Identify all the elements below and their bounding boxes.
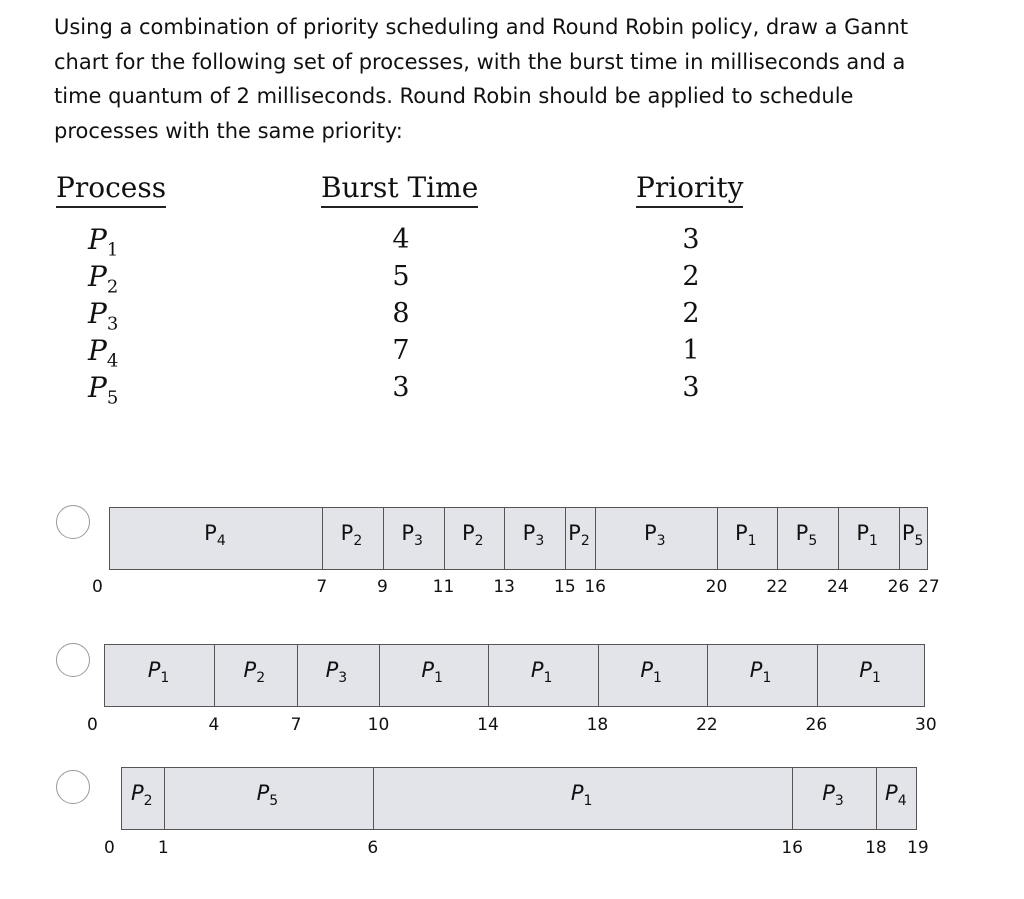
- gantt-tick-label: 0: [92, 577, 103, 597]
- process-cell: $P_4$: [88, 334, 119, 372]
- gantt-tick-label: 16: [781, 838, 803, 858]
- gantt-divider: [817, 645, 818, 706]
- process-cell: $P_5$: [88, 371, 119, 409]
- gantt-tick-label: 0: [104, 838, 115, 858]
- gantt-segment-label: $P_1$: [749, 658, 772, 687]
- gantt-divider: [899, 508, 900, 569]
- priority-cell: 2: [682, 298, 700, 329]
- header-process: Process: [56, 170, 166, 208]
- gantt-tick-label: 14: [477, 715, 499, 735]
- gantt-divider: [838, 508, 839, 569]
- gantt-divider: [488, 645, 489, 706]
- gantt-tick-label: 13: [493, 577, 515, 597]
- priority-cell: 1: [682, 335, 700, 366]
- gantt-segment-label: $P_5$: [795, 521, 818, 550]
- gantt-segment-label: $P_1$: [859, 658, 881, 687]
- gantt-tick-label: 18: [865, 838, 887, 858]
- gantt-tick-label: 7: [316, 577, 328, 597]
- gantt-segment-label: $P_2$: [243, 658, 266, 687]
- header-priority: Priority: [636, 170, 743, 208]
- gantt-segment-label: $P_5$: [256, 781, 279, 810]
- gantt-tick-label: 4: [208, 715, 220, 735]
- gantt-segment-label: $P_1$: [856, 521, 878, 550]
- gantt-segment-label: $P_3$: [522, 521, 545, 550]
- priority-cell: 3: [682, 372, 700, 403]
- process-cell: $P_1$: [88, 223, 119, 261]
- gantt-tick-label: 22: [696, 715, 718, 735]
- gantt-tick-label: 10: [367, 715, 390, 735]
- burst-cell: 7: [392, 335, 410, 366]
- gantt-segment-label: $P_2$: [462, 521, 484, 550]
- gantt-segment-label: $P_5$: [901, 521, 924, 550]
- gantt-segment-label: $P_3$: [401, 521, 423, 550]
- gantt-divider: [777, 508, 778, 569]
- gantt-divider: [707, 645, 708, 706]
- gantt-divider: [876, 768, 877, 829]
- gantt-tick-label: 15: [554, 577, 576, 597]
- gantt-segment-label: $P_1$: [640, 658, 662, 687]
- gantt-tick-label: 26: [805, 715, 828, 735]
- gantt-divider: [164, 768, 165, 829]
- gantt-bar: [121, 767, 917, 830]
- gantt-segment-label: $P_2$: [340, 521, 363, 550]
- gantt-tick-label: 1: [157, 838, 169, 858]
- gantt-tick-label: 16: [584, 577, 606, 597]
- option-2-radio[interactable]: [56, 643, 90, 677]
- gantt-divider: [322, 508, 323, 569]
- option-1-radio[interactable]: [56, 505, 90, 539]
- gantt-tick-label: 7: [290, 715, 302, 735]
- gantt-segment-label: $P_4$: [204, 521, 226, 550]
- gantt-bar: [104, 644, 925, 707]
- gantt-divider: [598, 645, 599, 706]
- priority-cell: 2: [682, 261, 700, 292]
- gantt-segment-label: $P_4$: [885, 781, 907, 810]
- gantt-segment-label: $P_3$: [325, 658, 348, 687]
- gantt-tick-label: 26: [887, 577, 910, 597]
- gantt-segment-label: $P_3$: [644, 521, 666, 550]
- gantt-segment-label: $P_2$: [130, 781, 153, 810]
- gantt-divider: [373, 768, 374, 829]
- gantt-segment-label: $P_1$: [421, 658, 443, 687]
- gantt-tick-label: 18: [586, 715, 609, 735]
- gantt-divider: [595, 508, 596, 569]
- gantt-segment-label: $P_1$: [147, 658, 170, 687]
- gantt-tick-label: 27: [918, 577, 940, 597]
- gantt-tick-label: 24: [827, 577, 849, 597]
- burst-cell: 4: [392, 224, 410, 255]
- option-3-radio[interactable]: [56, 770, 90, 804]
- gantt-segment-label: $P_1$: [530, 658, 553, 687]
- gantt-segment-label: $P_1$: [570, 781, 593, 810]
- header-burst-time: Burst Time: [321, 170, 478, 208]
- gantt-tick-label: 6: [367, 838, 379, 858]
- gantt-segment-label: $P_2$: [568, 521, 590, 550]
- gantt-tick-label: 30: [915, 715, 937, 735]
- gantt-divider: [444, 508, 445, 569]
- gantt-tick-label: 0: [87, 715, 98, 735]
- gantt-divider: [565, 508, 566, 569]
- burst-cell: 8: [392, 298, 410, 329]
- priority-cell: 3: [682, 224, 700, 255]
- gantt-tick-label: 9: [377, 577, 388, 597]
- gantt-divider: [214, 645, 215, 706]
- gantt-divider: [383, 508, 384, 569]
- gantt-divider: [717, 508, 718, 569]
- gantt-tick-label: 20: [705, 577, 728, 597]
- gantt-divider: [792, 768, 793, 829]
- question-text: Using a combination of priority scheduling and Round Robin policy, draw a Gannt chart for the following set of processes, with the burst time in milliseconds and a time quantum of 2 milliseconds. Round Robin should be applied to schedule processes with the same priority:: [54, 15, 909, 143]
- gantt-divider: [297, 645, 298, 706]
- process-cell: $P_2$: [88, 260, 119, 298]
- gantt-divider: [379, 645, 380, 706]
- gantt-divider: [504, 508, 505, 569]
- burst-cell: 5: [392, 261, 410, 292]
- gantt-tick-label: 11: [432, 577, 455, 597]
- gantt-segment-label: $P_1$: [735, 521, 757, 550]
- burst-cell: 3: [392, 372, 410, 403]
- gantt-tick-label: 22: [766, 577, 788, 597]
- process-cell: $P_3$: [88, 297, 119, 335]
- gantt-segment-label: $P_3$: [822, 781, 844, 810]
- gantt-tick-label: 19: [907, 838, 929, 858]
